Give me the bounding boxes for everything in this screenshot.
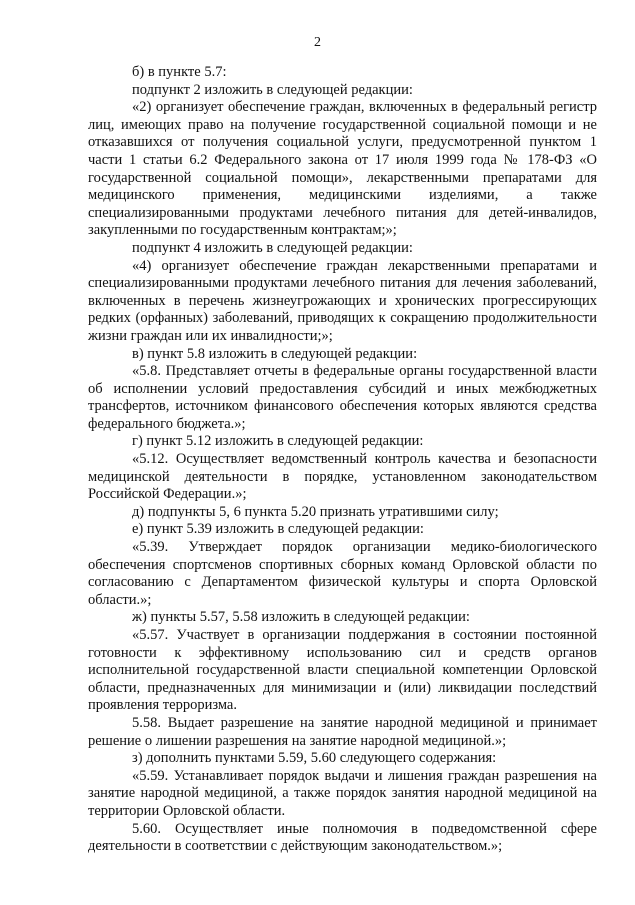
paragraph-5-39-text: «5.39. Утверждает порядок организации медико-биологического обеспечения спортсменов спортивных сборных команд Орловской области по согласованию с Департаментом физической культуры и спорта Орловской области.»;	[88, 539, 597, 608]
paragraph-d-text: д) подпункты 5, 6 пункта 5.20 признать утратившими силу;	[132, 503, 499, 520]
paragraph-subpoint-2-text: «2) организует обеспечение граждан, включенных в федеральный регистр лиц, имеющих право на получение государственной социальной помощи и не отказавшихся от получения социальной услуги, предусмотренной пунктом 1 части 1 статьи 6.2 Федерального закона от 17 июля 1999 года № 178-ФЗ «О государственной социальной помощи», лекарственными препаратами для медицинского применения, медицинскими изделиями, а также специализированными продуктами лечебного питания для детей-инвалидов, закупленными по государственным контрактам;»;	[88, 99, 597, 239]
paragraph-5-59-text: «5.59. Устанавливает порядок выдачи и лишения граждан разрешения на занятие народной медициной, а также порядок занятия народной медициной на территории Орловской области.	[88, 767, 597, 819]
paragraph-zh-heading: ж) пункты 5.57, 5.58 изложить в следующей редакции:	[132, 609, 470, 626]
paragraph-z-heading: з) дополнить пунктами 5.59, 5.60 следующего содержания:	[132, 750, 497, 767]
paragraph-g-heading: г) пункт 5.12 изложить в следующей редакции:	[132, 433, 424, 450]
paragraph-5-60-text: 5.60. Осуществляет иные полномочия в подведомственной сфере деятельности в соответствии с действующим законодательством.»;	[88, 820, 597, 855]
paragraph-v-heading: в) пункт 5.8 изложить в следующей редакции:	[132, 345, 418, 362]
paragraph-subpoint-2-heading: подпункт 2 изложить в следующей редакции:	[132, 81, 413, 98]
paragraph-5-57-text: «5.57. Участвует в организации поддержания в состоянии постоянной готовности к эффективному использованию сил и средств органов исполнительной государственной власти специальной компетенции Орловской области, предназначенных для минимизации и (или) ликвидации последствий проявления терроризма.	[88, 627, 597, 714]
document-body	[88, 64, 597, 856]
paragraph-subpoint-4-text: «4) организует обеспечение граждан лекарственными препаратами и специализированными продуктами лечебного питания для лечения заболеваний, включенных в перечень жизнеугрожающих и хронических прогрессирующих редких (орфанных) заболеваний, приводящих к сокращению продолжительности жизни граждан или их инвалидности;»;	[88, 257, 597, 344]
paragraph-b-heading: б) в пункте 5.7:	[132, 64, 227, 80]
paragraph-subpoint-4-heading: подпункт 4 изложить в следующей редакции:	[132, 239, 413, 256]
paragraph-5-58-text: 5.58. Выдает разрешение на занятие народной медициной и принимает решение о лишении разрешения на занятие народной медициной.»;	[88, 714, 597, 749]
page-number: 2	[314, 35, 321, 50]
paragraph-e-heading: е) пункт 5.39 изложить в следующей редакции:	[132, 521, 424, 538]
paragraph-5-12-text: «5.12. Осуществляет ведомственный контроль качества и безопасности медицинской деятельности в порядке, установленном законодательством Российской Федерации.»;	[88, 451, 597, 503]
paragraph-5-8-text: «5.8. Представляет отчеты в федеральные органы государственной власти об исполнении условий предоставления субсидий и иных межбюджетных трансфертов, источником финансового обеспечения которых являются средства федерального бюджета.»;	[88, 363, 597, 432]
